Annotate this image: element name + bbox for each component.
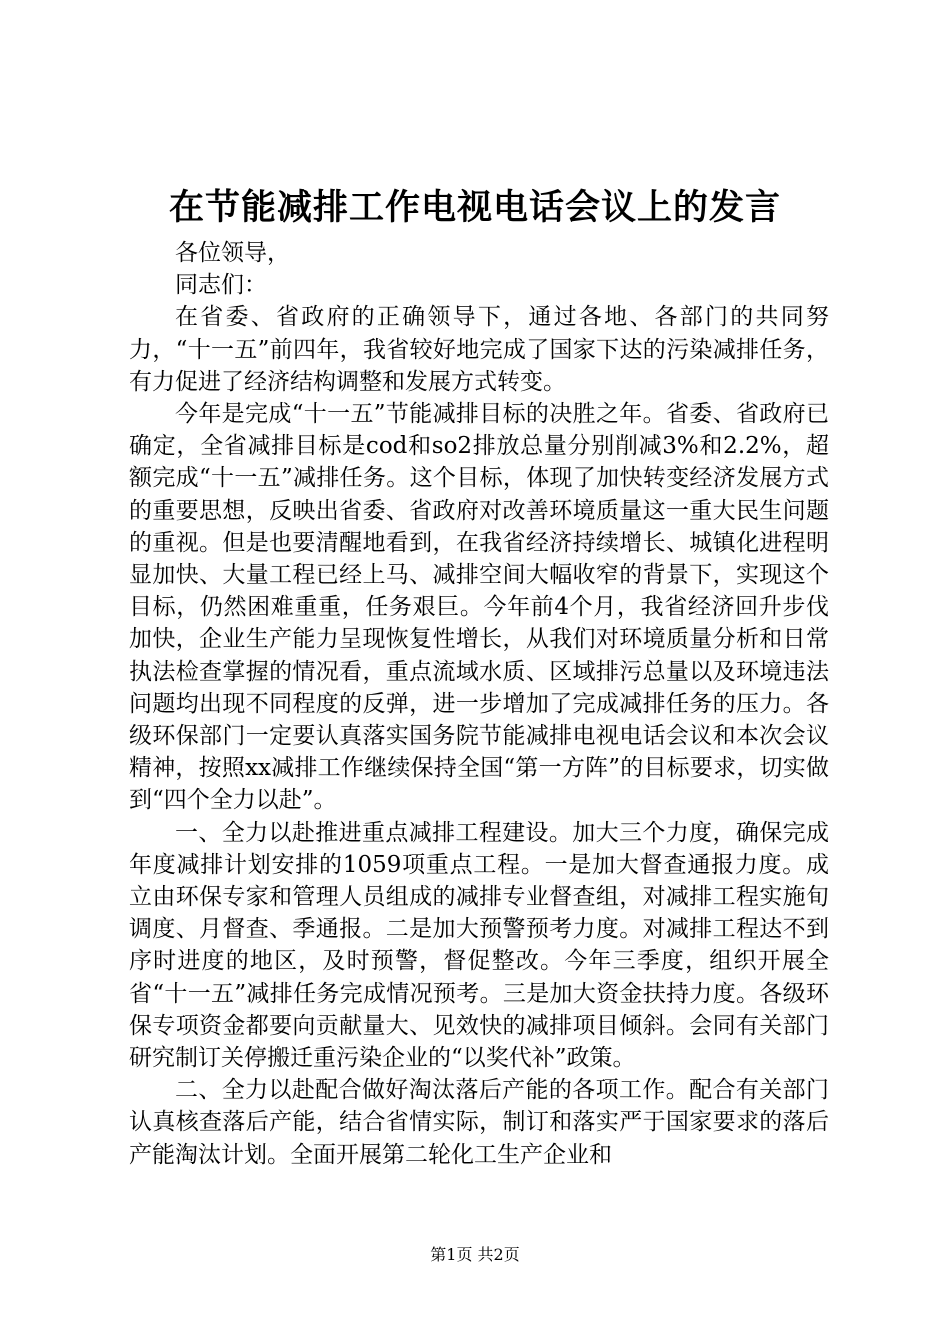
document-title: 在节能减排工作电视电话会议上的发言 bbox=[168, 187, 781, 228]
salutation-comrades: 同志们： bbox=[175, 272, 267, 299]
paragraph-targets: 今年是完成“十一五”节能减排目标的决胜之年。省委、省政府已确定，全省减排目标是cod和so2排放总量分别削减3%和2.2%，超额完成“十一五”减排任务。这个目标，体现了加快转变经济发展方式的重要思想，反映出省委、省政府对改善环境质量这一重大民生问题的重视。但是也要清醒地看到，在我省经济持续增长、城镇化进程明显加快、大量工程已经上马、减排空间大幅收窄的背景下，实现这个目标，仍然困难重重，任务艰巨。今年前4个月，我省经济回升步伐加快，企业生产能力呈现恢复性增长，从我们对环境质量分析和日常执法检查掌握的情况看，重点流域水质、区域排污总量以及环境违法问题均出现不同程度的反弹，进一步增加了完成减排任务的压力。各级环保部门一定要认真落实国务院节能减排电视电话会议和本次会议精神，按照xx减排工作继续保持全国“第一方阵”的目标要求，切实做到“四个全力以赴”。 bbox=[129, 401, 829, 814]
page-number-footer: 第1页 共2页 bbox=[430, 1245, 520, 1264]
document-body bbox=[129, 237, 829, 1171]
salutation-leaders: 各位领导， bbox=[175, 240, 290, 266]
paragraph-point-one: 一、全力以赴推进重点减排工程建设。加大三个力度，确保完成年度减排计划安排的1059项重点工程。一是加大督查通报力度。成立由环保专家和管理人员组成的减排专业督查组，对减排工程实施旬调度、月督查、季通报。二是加大预警预考力度。对减排工程达不到序时进度的地区，及时预警，督促整改。今年三季度，组织开展全省“十一五”减排任务完成情况预考。三是加大资金扶持力度。各级环保专项资金都要向贡献量大、见效快的减排项目倾斜。会同有关部门研究制订关停搬迁重污染企业的“以奖代补”政策。 bbox=[129, 819, 829, 1072]
paragraph-intro: 在省委、省政府的正确领导下，通过各地、各部门的共同努力，“十一五”前四年，我省较好地完成了国家下达的污染减排任务，有力促进了经济结构调整和发展方式转变。 bbox=[129, 304, 829, 395]
paragraph-point-two: 二、全力以赴配合做好淘汰落后产能的各项工作。配合有关部门认真核查落后产能，结合省情实际，制订和落实严于国家要求的落后产能淘汰计划。全面开展第二轮化工生产企业和 bbox=[129, 1077, 829, 1168]
